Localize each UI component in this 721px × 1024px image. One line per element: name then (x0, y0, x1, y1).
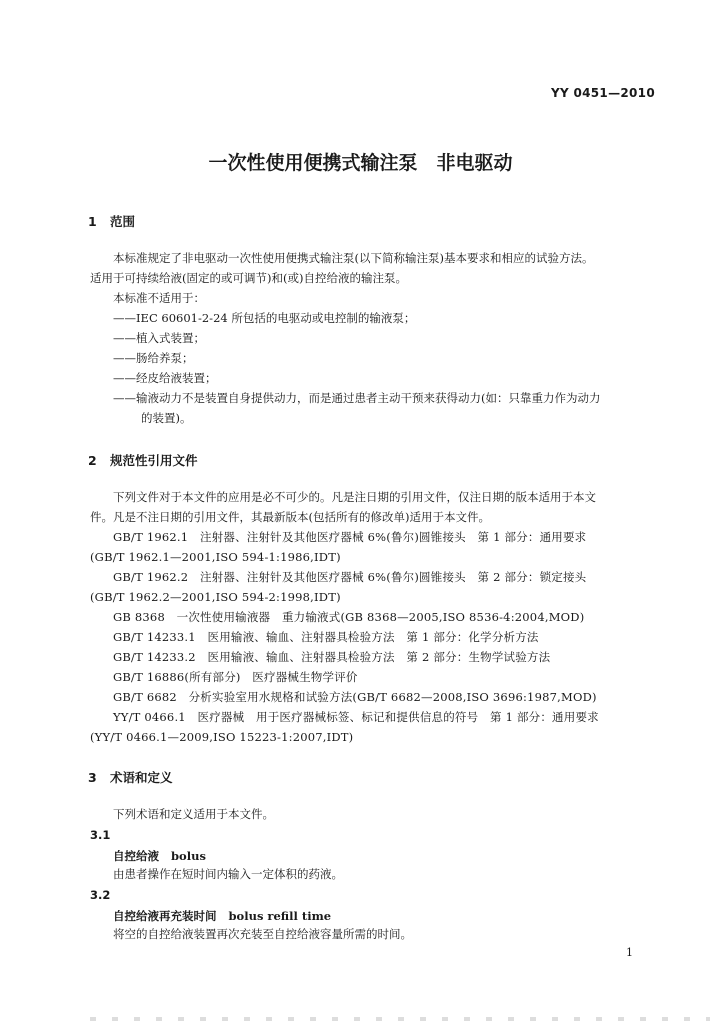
list-item: ——肠给养泵； (113, 351, 194, 365)
section-title: 范围 (110, 214, 136, 229)
section-number: 2 (88, 453, 97, 468)
paragraph: 下列术语和定义适用于本文件。 (113, 807, 274, 821)
term-en: bolus (171, 849, 206, 863)
term-definition: 由患者操作在短时间内输入一定体积的药液。 (113, 867, 343, 881)
reference-entry: GB/T 1962.2 注射器、注射针及其他医疗器械 6%(鲁尔)圆锥接头 第 2 部分：锁定接头 (113, 570, 587, 584)
section-3-heading (88, 768, 173, 786)
reference-entry: GB 8368 一次性使用输液器 重力输液式(GB 8368—2005,ISO 8536-4:2004,MOD) (113, 610, 585, 624)
list-item: ——输液动力不是装置自身提供动力，而是通过患者主动干预来获得动力(如：只靠重力作为动力 (113, 391, 601, 405)
section-2-heading (88, 451, 198, 469)
clause-number: 3.2 (90, 888, 111, 902)
list-item: ——经皮给液装置； (113, 371, 217, 385)
term-definition: 将空的自控给液装置再次充装至自控给液容量所需的时间。 (113, 927, 412, 941)
term-entry (113, 848, 206, 864)
list-item-continuation: 的装置)。 (141, 411, 192, 425)
term-zh: 自控给液再充装时间 (113, 909, 217, 923)
reference-entry: (GB/T 1962.1—2001,ISO 594-1:1986,IDT) (90, 550, 341, 564)
paragraph: 下列文件对于本文件的应用是必不可少的。凡是注日期的引用文件，仅注日期的版本适用于本文 (113, 490, 596, 504)
paragraph: 本标准不适用于： (113, 291, 205, 305)
page-number: 1 (626, 946, 633, 959)
section-1-heading (88, 212, 135, 230)
reference-entry: (GB/T 1962.2—2001,ISO 594-2:1998,IDT) (90, 590, 341, 604)
section-title: 术语和定义 (110, 770, 173, 785)
section-number: 1 (88, 214, 97, 229)
clause-number: 3.1 (90, 828, 111, 842)
term-zh: 自控给液 (113, 849, 159, 863)
section-title: 规范性引用文件 (110, 453, 198, 468)
term-entry (113, 908, 331, 924)
list-item: ——植入式装置； (113, 331, 205, 345)
reference-entry: GB/T 1962.1 注射器、注射针及其他医疗器械 6%(鲁尔)圆锥接头 第 1 部分：通用要求 (113, 530, 587, 544)
reference-entry: GB/T 6682 分析实验室用水规格和试验方法(GB/T 6682—2008,ISO 3696:1987,MOD) (113, 690, 597, 704)
paragraph: 适用于可持续给液(固定的或可调节)和(或)自控给液的输注泵。 (90, 271, 407, 285)
list-item: ——IEC 60601-2-24 所包括的电驱动或电控制的输液泵； (113, 311, 416, 325)
reference-entry: GB/T 16886(所有部分) 医疗器械生物学评价 (113, 670, 358, 684)
paragraph: 件。凡是不注日期的引用文件，其最新版本(包括所有的修改单)适用于本文件。 (90, 510, 490, 524)
paragraph: 本标准规定了非电驱动一次性使用便携式输注泵(以下简称输注泵)基本要求和相应的试验方法。 (113, 251, 594, 265)
page-title: 一次性使用便携式输注泵 非电驱动 (208, 152, 513, 174)
reference-entry: YY/T 0466.1 医疗器械 用于医疗器械标签、标记和提供信息的符号 第 1 部分：通用要求 (113, 710, 599, 724)
reference-entry: GB/T 14233.2 医用输液、输血、注射器具检验方法 第 2 部分：生物学试验方法 (113, 650, 551, 664)
term-en: bolus refill time (228, 909, 332, 923)
section-number: 3 (88, 770, 97, 785)
scan-artifact (90, 1017, 710, 1021)
reference-entry: (YY/T 0466.1—2009,ISO 15223-1:2007,IDT) (90, 730, 354, 744)
document-code: YY 0451—2010 (551, 86, 655, 100)
reference-entry: GB/T 14233.1 医用输液、输血、注射器具检验方法 第 1 部分：化学分析方法 (113, 630, 539, 644)
